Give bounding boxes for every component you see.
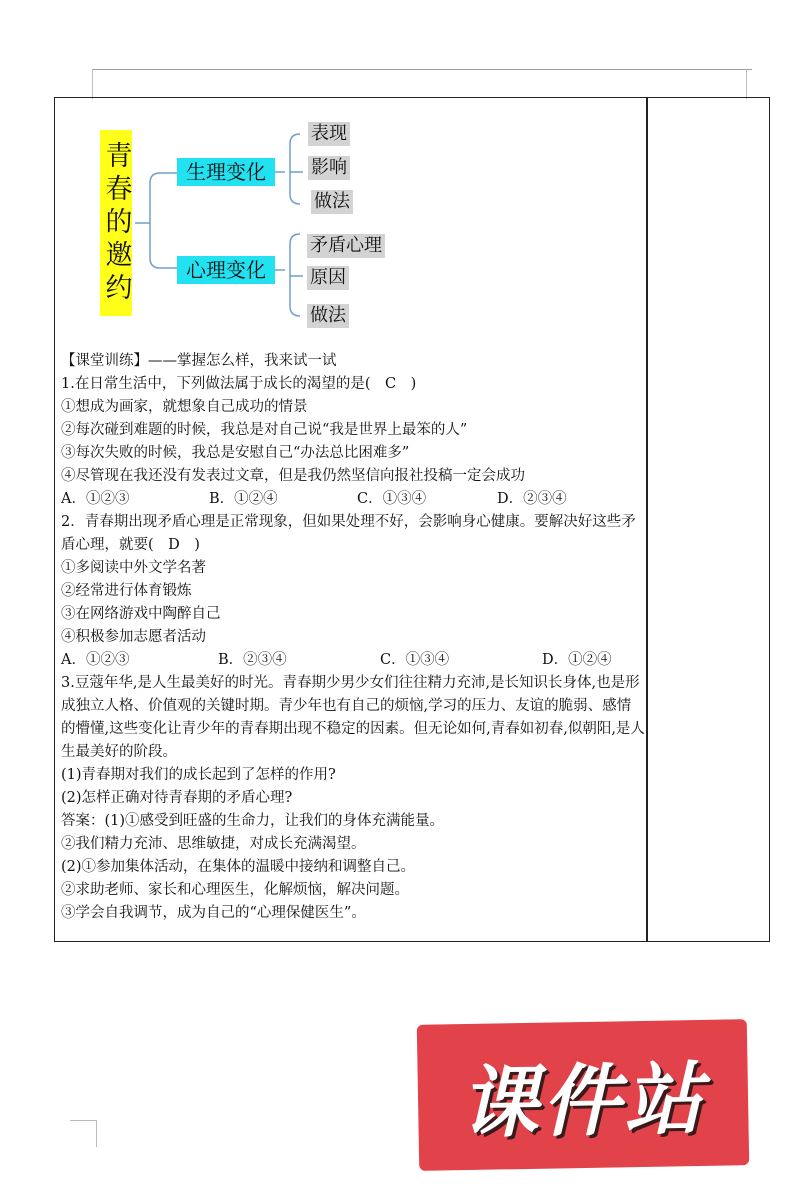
q1-item: ①想成为画家，就想象自己成功的情景 bbox=[61, 399, 308, 415]
q3-answer: 答案：(1)①感受到旺盛的生命力，让我们的身体充满能量。 bbox=[61, 813, 445, 829]
mind-map-root: 青春的邀约 bbox=[100, 130, 132, 316]
lesson-table bbox=[54, 97, 770, 942]
q1-item: ③每次失败的时候，我总是安慰自己“办法总比困难多” bbox=[61, 445, 410, 461]
q1-item: ②每次碰到难题的时候，我总是对自己说“我是世界上最笨的人” bbox=[61, 422, 468, 438]
q1-stem: 1.在日常生活中，下列做法属于成长的渴望的是( C ) bbox=[61, 376, 417, 392]
leaf-physiological-1: 表现 bbox=[308, 122, 350, 146]
q3-stem: 3.豆蔻年华,是人生最美好的时光。青春期少男少女们往往精力充沛,是长知识长身体,也是形成独立人格、价值观的关键时期。青少年也有自己的烦恼,学习的压力、友谊的脆弱、感情的懵懂,这些变化让青少年的青春期出现不稳定的因素。但无论如何,青春如初春,似朝阳,是人生最美好的阶段。 bbox=[61, 675, 645, 760]
exercise-heading: 【课堂训练】——掌握怎么样，我来试一试 bbox=[61, 353, 337, 369]
q2-stem: 2．青春期出现矛盾心理是正常现象，但如果处理不好，会影响身心健康。要解决好这些矛盾心理，就要( D ) bbox=[61, 514, 636, 553]
branch-physiological: 生理变化 bbox=[177, 158, 275, 186]
q1-option-d: D．②③④ bbox=[497, 491, 567, 507]
q3-sub2: (2)怎样正确对待青春期的矛盾心理? bbox=[61, 790, 293, 806]
leaf-psychological-1: 矛盾心理 bbox=[307, 234, 385, 258]
header-tick-left bbox=[92, 69, 93, 99]
table-column-divider bbox=[646, 98, 648, 941]
q1-option-a: A．①②③ bbox=[61, 491, 130, 507]
header-tick-right bbox=[746, 69, 747, 99]
q2-option-b: B．②③④ bbox=[218, 652, 287, 668]
branch-psychological: 心理变化 bbox=[177, 256, 275, 284]
q2-item: ③在网络游戏中陶醉自己 bbox=[61, 606, 221, 622]
mind-map bbox=[55, 98, 646, 328]
page-corner-mark bbox=[70, 1120, 97, 1147]
header-rule bbox=[92, 69, 752, 70]
q3-sub1: (1)青春期对我们的成长起到了怎样的作用? bbox=[61, 767, 336, 783]
q2-item: ④积极参加志愿者活动 bbox=[61, 629, 206, 645]
q2-option-a: A．①②③ bbox=[61, 652, 130, 668]
q1-item: ④尽管现在我还没有发表过文章，但是我仍然坚信向报社投稿一定会成功 bbox=[61, 468, 525, 484]
leaf-physiological-2: 影响 bbox=[308, 156, 350, 180]
q1-options bbox=[61, 488, 645, 511]
leaf-psychological-2: 原因 bbox=[307, 266, 349, 290]
q3-answer: (2)①参加集体活动，在集体的温暖中接纳和调整自己。 bbox=[61, 859, 416, 875]
leaf-physiological-3: 做法 bbox=[311, 190, 353, 214]
q3-answer: ③学会自我调节，成为自己的“心理保健医生”。 bbox=[61, 905, 366, 921]
q3-answer: ②我们精力充沛、思维敏捷，对成长充满渴望。 bbox=[61, 836, 366, 852]
watermark-text: 课件站 bbox=[459, 1054, 707, 1150]
q2-item: ①多阅读中外文学名著 bbox=[61, 560, 206, 576]
q2-option-d: D．①②④ bbox=[542, 652, 612, 668]
q2-options bbox=[61, 649, 645, 672]
q2-item: ②经常进行体育锻炼 bbox=[61, 583, 192, 599]
watermark-logo bbox=[417, 1019, 749, 1171]
q1-option-c: C．①③④ bbox=[357, 491, 427, 507]
q3-answer: ②求助老师、家长和心理医生，化解烦恼，解决问题。 bbox=[61, 882, 409, 898]
q1-option-b: B．①②④ bbox=[209, 491, 278, 507]
leaf-psychological-3: 做法 bbox=[307, 304, 349, 328]
q2-option-c: C．①③④ bbox=[380, 652, 450, 668]
exercise-section bbox=[61, 350, 645, 925]
